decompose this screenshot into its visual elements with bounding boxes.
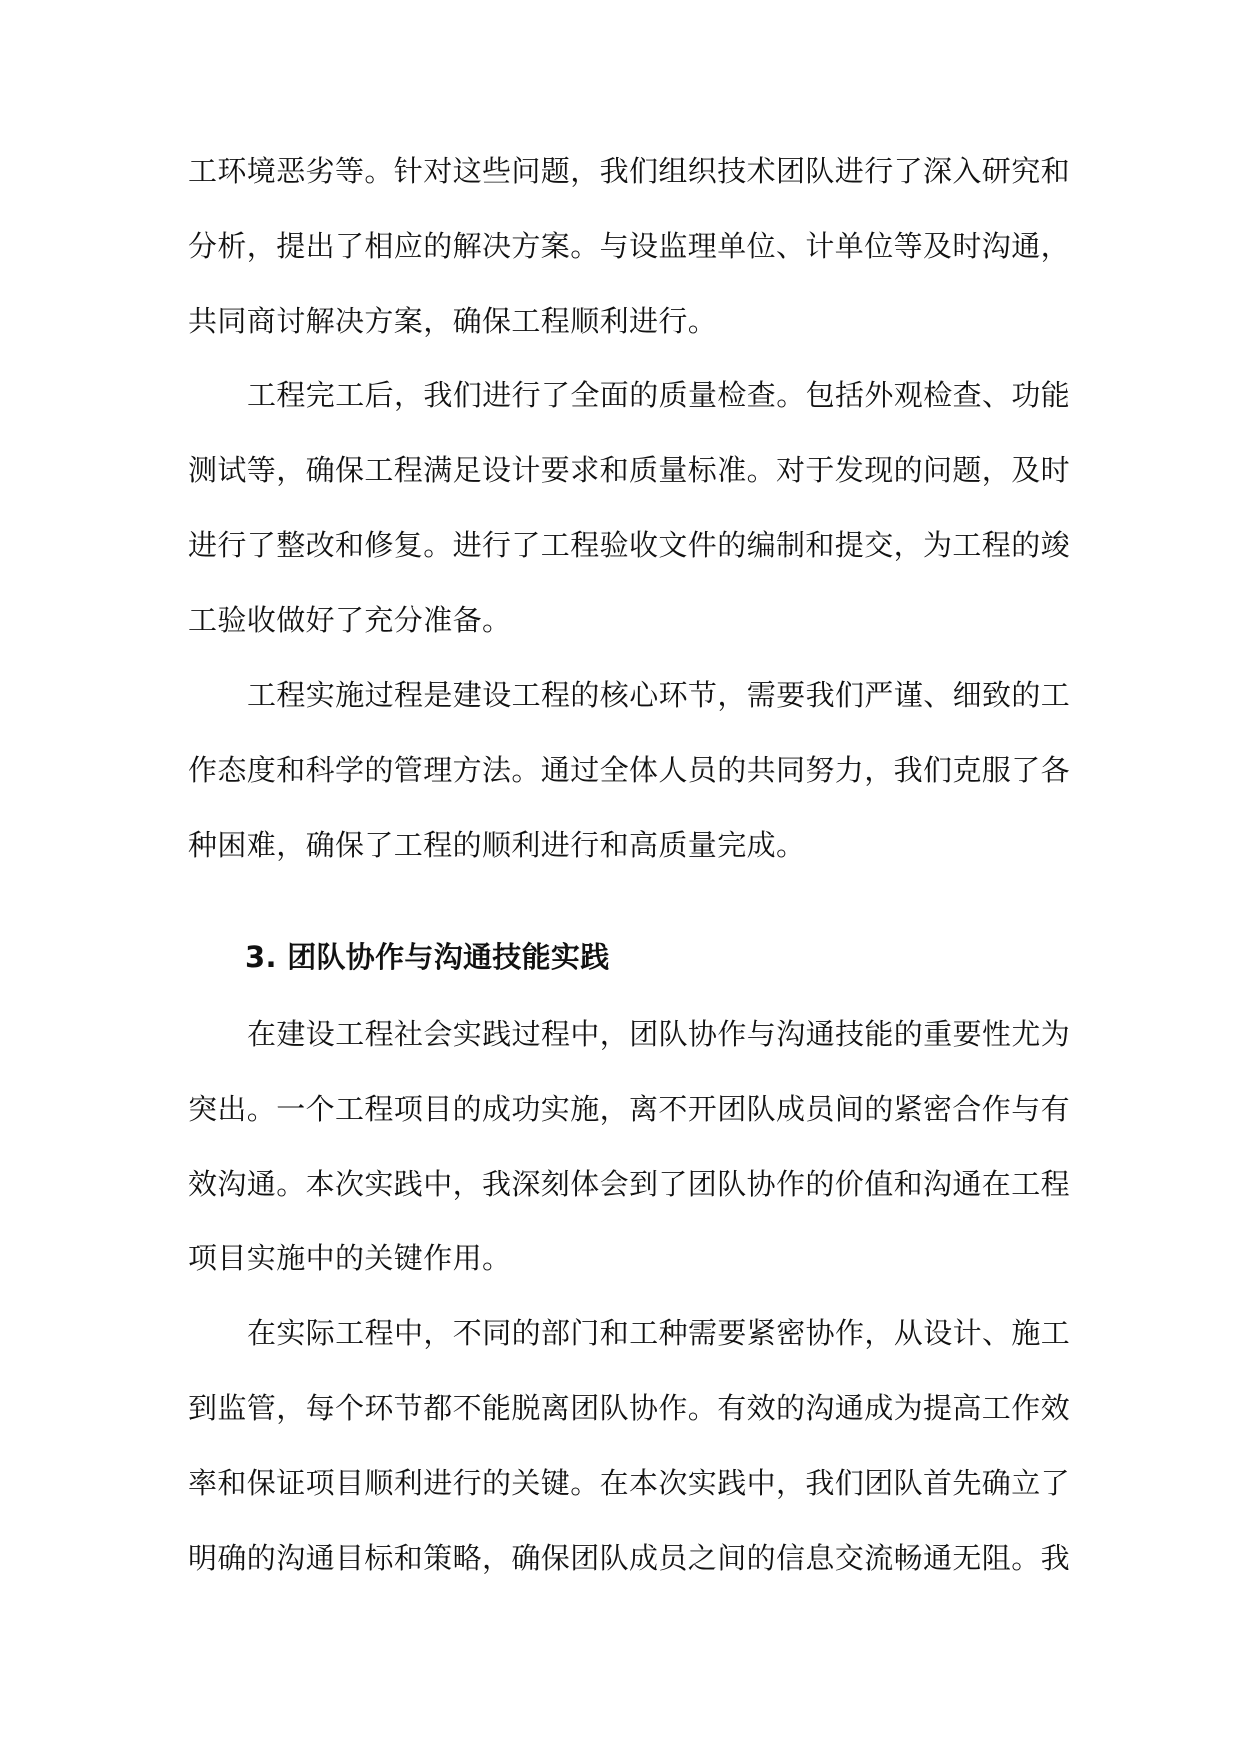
- section-heading: 3. 团队协作与沟通技能实践: [245, 940, 610, 974]
- paragraph-line: 分析，提出了相应的解决方案。与设监理单位、计单位等及时沟通，: [188, 229, 1071, 263]
- paragraph-line: 作态度和科学的管理方法。通过全体人员的共同努力，我们克服了各: [188, 753, 1071, 787]
- paragraph-line: 效沟通。本次实践中，我深刻体会到了团队协作的价值和沟通在工程: [188, 1167, 1071, 1201]
- paragraph-line: 共同商讨解决方案，确保工程顺利进行。: [188, 304, 718, 338]
- paragraph-line: 在实际工程中，不同的部门和工种需要紧密协作，从设计、施工: [247, 1316, 1071, 1350]
- paragraph-line: 测试等，确保工程满足设计要求和质量标准。对于发现的问题，及时: [188, 453, 1071, 487]
- paragraph-line: 项目实施中的关键作用。: [188, 1241, 512, 1275]
- paragraph-line: 突出。一个工程项目的成功实施，离不开团队成员间的紧密合作与有: [188, 1092, 1071, 1126]
- paragraph-line: 率和保证项目顺利进行的关键。在本次实践中，我们团队首先确立了: [188, 1466, 1071, 1500]
- paragraph-line: 在建设工程社会实践过程中，团队协作与沟通技能的重要性尤为: [247, 1017, 1071, 1051]
- paragraph-line: 明确的沟通目标和策略，确保团队成员之间的信息交流畅通无阻。我: [188, 1541, 1071, 1575]
- paragraph-line: 到监管，每个环节都不能脱离团队协作。有效的沟通成为提高工作效: [188, 1391, 1071, 1425]
- paragraph-line: 工程实施过程是建设工程的核心环节，需要我们严谨、细致的工: [247, 678, 1071, 712]
- paragraph-line: 工程完工后，我们进行了全面的质量检查。包括外观检查、功能: [247, 378, 1071, 412]
- paragraph-line: 工环境恶劣等。针对这些问题，我们组织技术团队进行了深入研究和: [188, 154, 1071, 188]
- paragraph-line: 进行了整改和修复。进行了工程验收文件的编制和提交，为工程的竣: [188, 528, 1071, 562]
- paragraph-line: 种困难，确保了工程的顺利进行和高质量完成。: [188, 828, 806, 862]
- paragraph-line: 工验收做好了充分准备。: [188, 603, 512, 637]
